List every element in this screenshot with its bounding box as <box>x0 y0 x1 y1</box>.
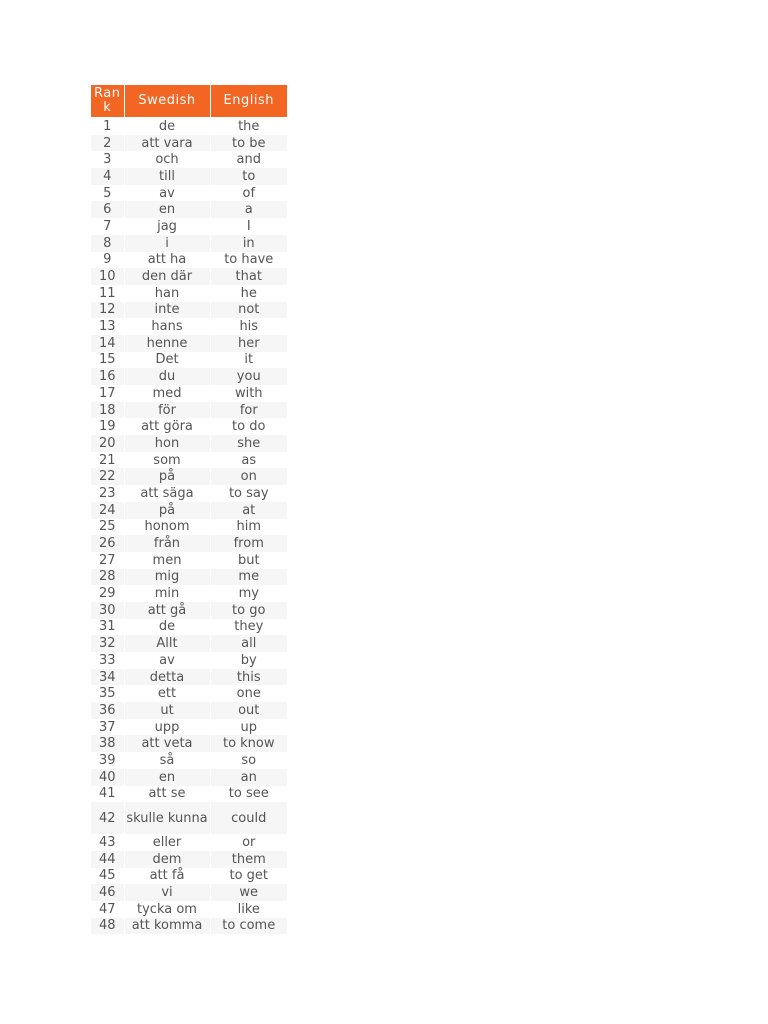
swedish-cell: eller <box>124 834 210 851</box>
table-row <box>91 602 287 619</box>
rank-cell: 27 <box>91 552 124 569</box>
swedish-cell: henne <box>124 335 210 352</box>
table-row <box>91 268 287 285</box>
swedish-cell: hans <box>124 318 210 335</box>
header-row <box>91 85 287 118</box>
table-row <box>91 669 287 686</box>
rank-cell: 32 <box>91 635 124 652</box>
english-cell: to do <box>210 418 287 435</box>
table-row <box>91 786 287 803</box>
swedish-cell: att vara <box>124 135 210 152</box>
swedish-cell: att få <box>124 868 210 885</box>
swedish-cell: som <box>124 452 210 469</box>
rank-cell: 41 <box>91 786 124 803</box>
table-row <box>91 435 287 452</box>
table-row <box>91 502 287 519</box>
table-row <box>91 901 287 918</box>
english-cell: to go <box>210 602 287 619</box>
rank-cell: 38 <box>91 735 124 752</box>
table-row <box>91 402 287 419</box>
header-english: English <box>210 85 287 118</box>
swedish-cell: ut <box>124 702 210 719</box>
rank-cell: 31 <box>91 619 124 636</box>
table-row <box>91 868 287 885</box>
english-cell: as <box>210 452 287 469</box>
rank-cell: 48 <box>91 918 124 935</box>
rank-cell: 17 <box>91 385 124 402</box>
rank-cell: 42 <box>91 802 124 834</box>
swedish-cell: inte <box>124 302 210 319</box>
table-row <box>91 702 287 719</box>
english-cell: from <box>210 535 287 552</box>
table-body <box>91 118 287 935</box>
english-cell: to say <box>210 485 287 502</box>
table-row <box>91 168 287 185</box>
swedish-cell: på <box>124 502 210 519</box>
table-header <box>91 85 287 118</box>
english-cell: and <box>210 151 287 168</box>
english-cell: at <box>210 502 287 519</box>
english-cell: him <box>210 519 287 536</box>
swedish-cell: och <box>124 151 210 168</box>
swedish-cell: en <box>124 201 210 218</box>
rank-cell: 22 <box>91 468 124 485</box>
table-row <box>91 735 287 752</box>
swedish-cell: av <box>124 185 210 202</box>
table-row <box>91 652 287 669</box>
rank-cell: 1 <box>91 118 124 135</box>
english-cell: a <box>210 201 287 218</box>
english-cell: all <box>210 635 287 652</box>
english-cell: I <box>210 218 287 235</box>
english-cell: his <box>210 318 287 335</box>
rank-cell: 39 <box>91 752 124 769</box>
table-row <box>91 918 287 935</box>
rank-cell: 36 <box>91 702 124 719</box>
rank-cell: 44 <box>91 851 124 868</box>
rank-cell: 19 <box>91 418 124 435</box>
rank-cell: 28 <box>91 569 124 586</box>
swedish-cell: detta <box>124 669 210 686</box>
swedish-cell: men <box>124 552 210 569</box>
rank-cell: 18 <box>91 402 124 419</box>
rank-cell: 25 <box>91 519 124 536</box>
english-cell: this <box>210 669 287 686</box>
rank-cell: 24 <box>91 502 124 519</box>
table-row <box>91 335 287 352</box>
rank-cell: 37 <box>91 719 124 736</box>
swedish-cell: att gå <box>124 602 210 619</box>
rank-cell: 7 <box>91 218 124 235</box>
swedish-cell: att ha <box>124 252 210 269</box>
swedish-cell: han <box>124 285 210 302</box>
header-swedish: Swedish <box>124 85 210 118</box>
rank-cell: 12 <box>91 302 124 319</box>
english-cell: we <box>210 884 287 901</box>
vocabulary-table <box>91 85 287 934</box>
table-row <box>91 151 287 168</box>
english-cell: he <box>210 285 287 302</box>
rank-cell: 16 <box>91 368 124 385</box>
swedish-cell: de <box>124 619 210 636</box>
rank-cell: 2 <box>91 135 124 152</box>
english-cell: her <box>210 335 287 352</box>
english-cell: like <box>210 901 287 918</box>
rank-cell: 45 <box>91 868 124 885</box>
rank-cell: 5 <box>91 185 124 202</box>
table-row <box>91 519 287 536</box>
english-cell: me <box>210 569 287 586</box>
swedish-cell: skulle kunna <box>124 802 210 834</box>
swedish-cell: att se <box>124 786 210 803</box>
table-row <box>91 468 287 485</box>
table-row <box>91 752 287 769</box>
swedish-cell: så <box>124 752 210 769</box>
english-cell: one <box>210 685 287 702</box>
table-row <box>91 201 287 218</box>
table-row <box>91 535 287 552</box>
table-row <box>91 118 287 135</box>
swedish-cell: ett <box>124 685 210 702</box>
swedish-cell: Allt <box>124 635 210 652</box>
swedish-cell: hon <box>124 435 210 452</box>
swedish-cell: jag <box>124 218 210 235</box>
english-cell: they <box>210 619 287 636</box>
table-row <box>91 385 287 402</box>
rank-cell: 29 <box>91 585 124 602</box>
english-cell: by <box>210 652 287 669</box>
table-row <box>91 685 287 702</box>
english-cell: to <box>210 168 287 185</box>
rank-cell: 6 <box>91 201 124 218</box>
table-row <box>91 302 287 319</box>
swedish-cell: en <box>124 769 210 786</box>
swedish-cell: att komma <box>124 918 210 935</box>
english-cell: to have <box>210 252 287 269</box>
english-cell: to see <box>210 786 287 803</box>
rank-cell: 26 <box>91 535 124 552</box>
rank-cell: 30 <box>91 602 124 619</box>
table-row <box>91 569 287 586</box>
english-cell: could <box>210 802 287 834</box>
rank-cell: 8 <box>91 235 124 252</box>
english-cell: to know <box>210 735 287 752</box>
english-cell: of <box>210 185 287 202</box>
english-cell: or <box>210 834 287 851</box>
swedish-cell: du <box>124 368 210 385</box>
english-cell: with <box>210 385 287 402</box>
table-row <box>91 884 287 901</box>
table-row <box>91 318 287 335</box>
table-row <box>91 252 287 269</box>
swedish-cell: vi <box>124 884 210 901</box>
swedish-cell: från <box>124 535 210 552</box>
rank-cell: 9 <box>91 252 124 269</box>
swedish-cell: av <box>124 652 210 669</box>
rank-cell: 3 <box>91 151 124 168</box>
swedish-cell: att göra <box>124 418 210 435</box>
table-row <box>91 635 287 652</box>
english-cell: them <box>210 851 287 868</box>
header-rank: Rank <box>91 85 124 118</box>
swedish-cell: Det <box>124 352 210 369</box>
rank-cell: 14 <box>91 335 124 352</box>
table-row <box>91 285 287 302</box>
table-row <box>91 135 287 152</box>
table-row <box>91 619 287 636</box>
rank-cell: 10 <box>91 268 124 285</box>
table-row <box>91 418 287 435</box>
rank-cell: 20 <box>91 435 124 452</box>
english-cell: but <box>210 552 287 569</box>
rank-cell: 21 <box>91 452 124 469</box>
table-row <box>91 235 287 252</box>
english-cell: to be <box>210 135 287 152</box>
table-row <box>91 485 287 502</box>
swedish-cell: honom <box>124 519 210 536</box>
rank-cell: 15 <box>91 352 124 369</box>
english-cell: an <box>210 769 287 786</box>
english-cell: she <box>210 435 287 452</box>
english-cell: my <box>210 585 287 602</box>
english-cell: it <box>210 352 287 369</box>
english-cell: to come <box>210 918 287 935</box>
rank-cell: 34 <box>91 669 124 686</box>
rank-cell: 33 <box>91 652 124 669</box>
swedish-cell: min <box>124 585 210 602</box>
table-row <box>91 802 287 834</box>
swedish-cell: att säga <box>124 485 210 502</box>
english-cell: out <box>210 702 287 719</box>
swedish-cell: de <box>124 118 210 135</box>
english-cell: to get <box>210 868 287 885</box>
swedish-cell: i <box>124 235 210 252</box>
swedish-cell: upp <box>124 719 210 736</box>
swedish-cell: den där <box>124 268 210 285</box>
rank-cell: 46 <box>91 884 124 901</box>
table-row <box>91 368 287 385</box>
swedish-cell: dem <box>124 851 210 868</box>
swedish-cell: på <box>124 468 210 485</box>
table-row <box>91 218 287 235</box>
table-row <box>91 851 287 868</box>
rank-cell: 4 <box>91 168 124 185</box>
swedish-cell: med <box>124 385 210 402</box>
rank-cell: 11 <box>91 285 124 302</box>
table-row <box>91 769 287 786</box>
english-cell: not <box>210 302 287 319</box>
swedish-cell: till <box>124 168 210 185</box>
rank-cell: 13 <box>91 318 124 335</box>
table-row <box>91 352 287 369</box>
swedish-cell: att veta <box>124 735 210 752</box>
table-row <box>91 719 287 736</box>
table-row <box>91 185 287 202</box>
table-row <box>91 452 287 469</box>
english-cell: that <box>210 268 287 285</box>
table-row <box>91 585 287 602</box>
english-cell: you <box>210 368 287 385</box>
english-cell: for <box>210 402 287 419</box>
english-cell: so <box>210 752 287 769</box>
rank-cell: 40 <box>91 769 124 786</box>
english-cell: up <box>210 719 287 736</box>
table-row <box>91 552 287 569</box>
rank-cell: 47 <box>91 901 124 918</box>
swedish-cell: mig <box>124 569 210 586</box>
swedish-cell: för <box>124 402 210 419</box>
swedish-cell: tycka om <box>124 901 210 918</box>
english-cell: the <box>210 118 287 135</box>
rank-cell: 35 <box>91 685 124 702</box>
rank-cell: 43 <box>91 834 124 851</box>
table-row <box>91 834 287 851</box>
english-cell: on <box>210 468 287 485</box>
english-cell: in <box>210 235 287 252</box>
rank-cell: 23 <box>91 485 124 502</box>
